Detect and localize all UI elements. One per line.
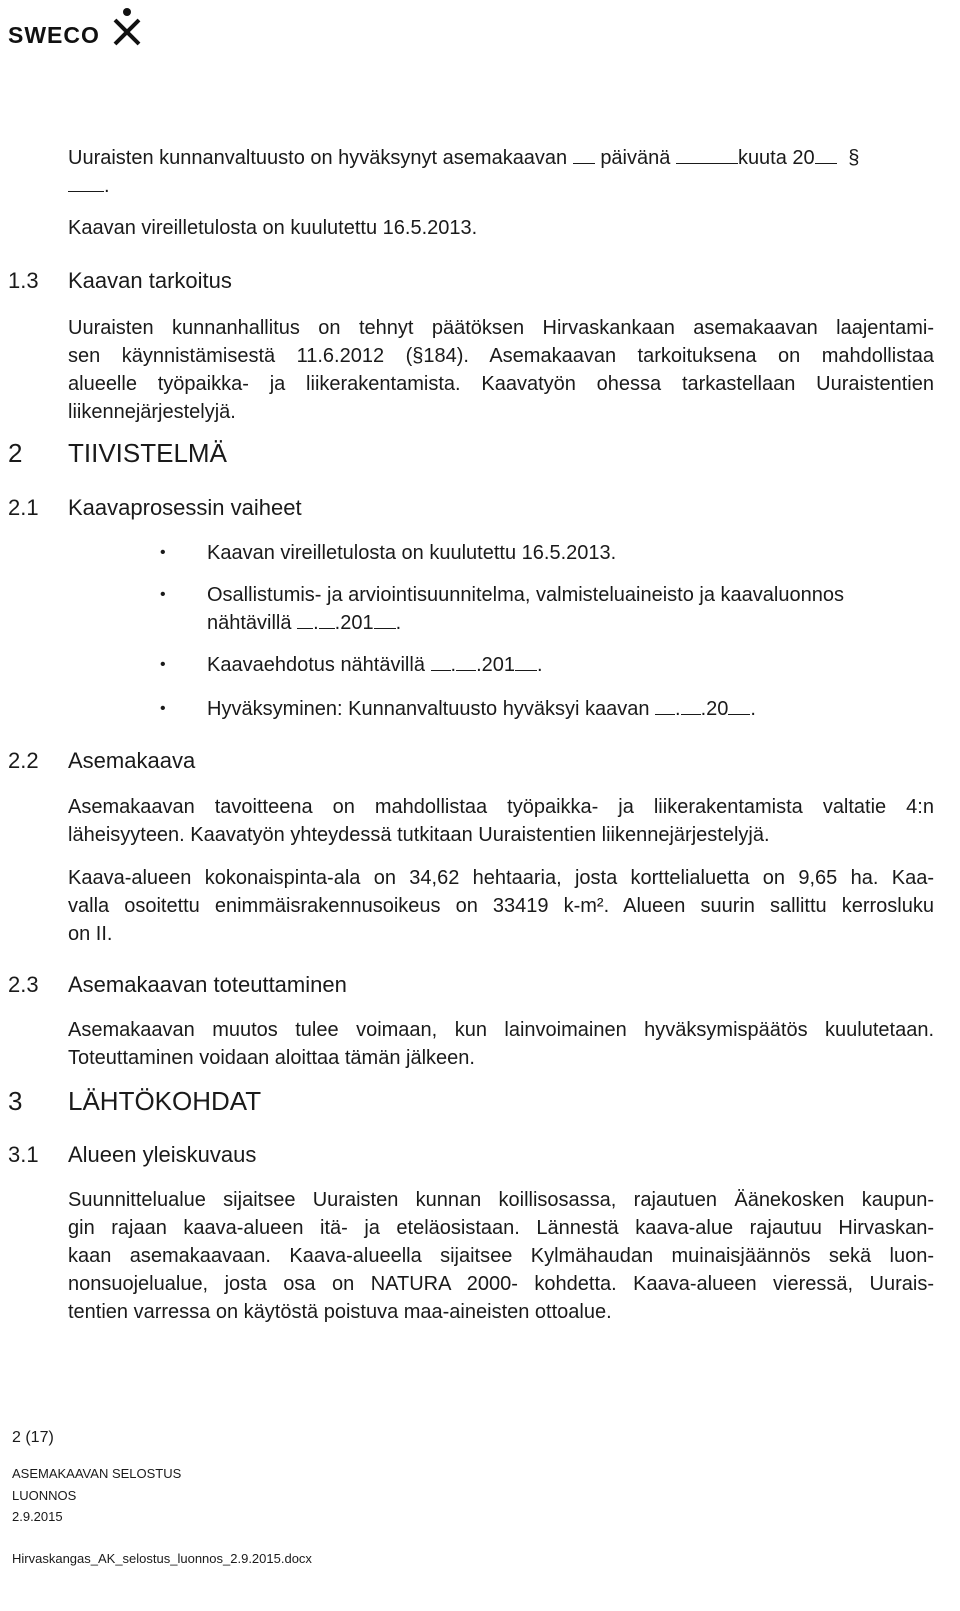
s13-line-4: liikennejärjestelyjä. (68, 401, 236, 423)
s22-p2-line-3: on II. (68, 923, 113, 945)
bullet-item-4: Hyväksyminen: Kunnanvaltuusto hyväksyi kaavan . .20 . (207, 698, 756, 720)
s31-line-4: nonsuojelualue, josta osa on NATURA 2000- kohdetta. Kaava-alueen vieressä, Uurais- (68, 1273, 934, 1295)
heading-1-3-title: Kaavan tarkoitus (68, 268, 232, 293)
blank-field (374, 610, 396, 629)
blank-field (431, 652, 451, 671)
s31-line-2: gin rajaan kaava-alueen itä- ja eteläosistaan. Lännestä kaava-alue rajautuu Hirvaskan- (68, 1217, 934, 1239)
s22-p1-line-1: Asemakaavan tavoitteena on mahdollistaa työpaikka- ja liikerakentamista valtatie 4:n (68, 796, 934, 818)
s31-line-5: tentien varressa on käytöstä poistuva maa-aineisten ottoalue. (68, 1301, 612, 1323)
bullet-icon: • (160, 656, 166, 673)
intro-line-1: Uuraisten kunnanvaltuusto on hyväksynyt asemakaavan päivänä kuuta 20 § (68, 147, 860, 169)
blank-field (297, 610, 313, 629)
blank-field (728, 696, 750, 715)
s13-line-1: Uuraisten kunnanhallitus on tehnyt päätöksen Hirvaskankaan asemakaavan laajentami- (68, 317, 934, 339)
s22-p2-line-2: valla osoitettu enimmäisrakennusoikeus on 33419 k-m². Alueen suurin sallittu kerrosluku (68, 895, 934, 917)
logo-wordmark: SWECO (8, 22, 100, 48)
s22-p1-line-2: läheisyyteen. Kaavatyön yhteydessä tutkitaan Uuraistentien liikennejärjestelyjä. (68, 824, 770, 846)
blank-field (815, 145, 837, 164)
bullet-icon: • (160, 586, 166, 603)
blank-field (573, 145, 595, 164)
s13-line-2: sen käynnistämisestä 11.6.2012 (§184). Asemakaavan tarkoituksena on mahdollistaa (68, 345, 934, 367)
footer-status: LUONNOS (12, 1488, 77, 1503)
heading-2-title: TIIVISTELMÄ (68, 438, 227, 468)
blank-field (681, 696, 701, 715)
bullet-icon: • (160, 544, 166, 561)
blank-field (515, 652, 537, 671)
footer-date: 2.9.2015 (12, 1509, 63, 1524)
heading-2-3-title: Asemakaavan toteuttaminen (68, 972, 347, 997)
heading-3-title: LÄHTÖKOHDAT (68, 1086, 262, 1116)
sweco-logo (8, 6, 148, 46)
heading-3-number: 3 (8, 1086, 23, 1116)
heading-2-3-number: 2.3 (8, 972, 39, 997)
heading-2-2-number: 2.2 (8, 748, 39, 773)
heading-3-1-title: Alueen yleiskuvaus (68, 1142, 257, 1167)
blank-field (68, 173, 104, 192)
s22-p2-line-1: Kaava-alueen kokonaispinta-ala on 34,62 hehtaaria, josta korttelialuetta on 9,65 ha. Kaa- (68, 867, 934, 889)
s31-line-1: Suunnittelualue sijaitsee Uuraisten kunnan koillisosassa, rajautuen Äänekosken kaupun- (68, 1189, 934, 1211)
footer-filename: Hirvaskangas_AK_selostus_luonnos_2.9.2015.docx (12, 1551, 312, 1566)
blank-field (456, 652, 476, 671)
blank-field (676, 145, 738, 164)
bullet-icon: • (160, 700, 166, 717)
page-number: 2 (17) (12, 1429, 54, 1446)
intro-line-3: Kaavan vireilletulosta on kuulutettu 16.5.2013. (68, 217, 478, 239)
blank-field (655, 696, 675, 715)
bullet-item-1: Kaavan vireilletulosta on kuulutettu 16.5.2013. (207, 542, 617, 564)
bullet-item-2: Osallistumis- ja arviointisuunnitelma, valmisteluaineisto ja kaavaluonnos (207, 584, 844, 606)
blank-field (319, 610, 335, 629)
s31-line-3: kaan asemakaavaan. Kaava-alueella sijaitsee Kylmähaudan muinaisjäännös sekä luon- (68, 1245, 934, 1267)
sweco-star-icon (107, 6, 147, 46)
intro-line-2: . (68, 172, 110, 200)
s23-line-2: Toteuttaminen voidaan aloittaa tämän jälkeen. (68, 1047, 475, 1069)
heading-3-1-number: 3.1 (8, 1142, 39, 1167)
heading-2-1-number: 2.1 (8, 495, 39, 520)
s23-line-1: Asemakaavan muutos tulee voimaan, kun lainvoimainen hyväksymispäätös kuulutetaan. (68, 1019, 934, 1041)
bullet-item-3: Kaavaehdotus nähtävillä . .201 . (207, 654, 543, 676)
heading-1-3-number: 1.3 (8, 268, 39, 293)
heading-2-1-title: Kaavaprosessin vaiheet (68, 495, 302, 520)
bullet-item-2-cont: nähtävillä . .201 . (207, 612, 402, 634)
footer-doc-type: ASEMAKAAVAN SELOSTUS (12, 1466, 182, 1481)
s13-line-3: alueelle työpaikka- ja liikerakentamista. Kaavatyön ohessa tarkastellaan Uuraistentien (68, 373, 934, 395)
heading-2-2-title: Asemakaava (68, 748, 196, 773)
heading-2-number: 2 (8, 438, 23, 468)
